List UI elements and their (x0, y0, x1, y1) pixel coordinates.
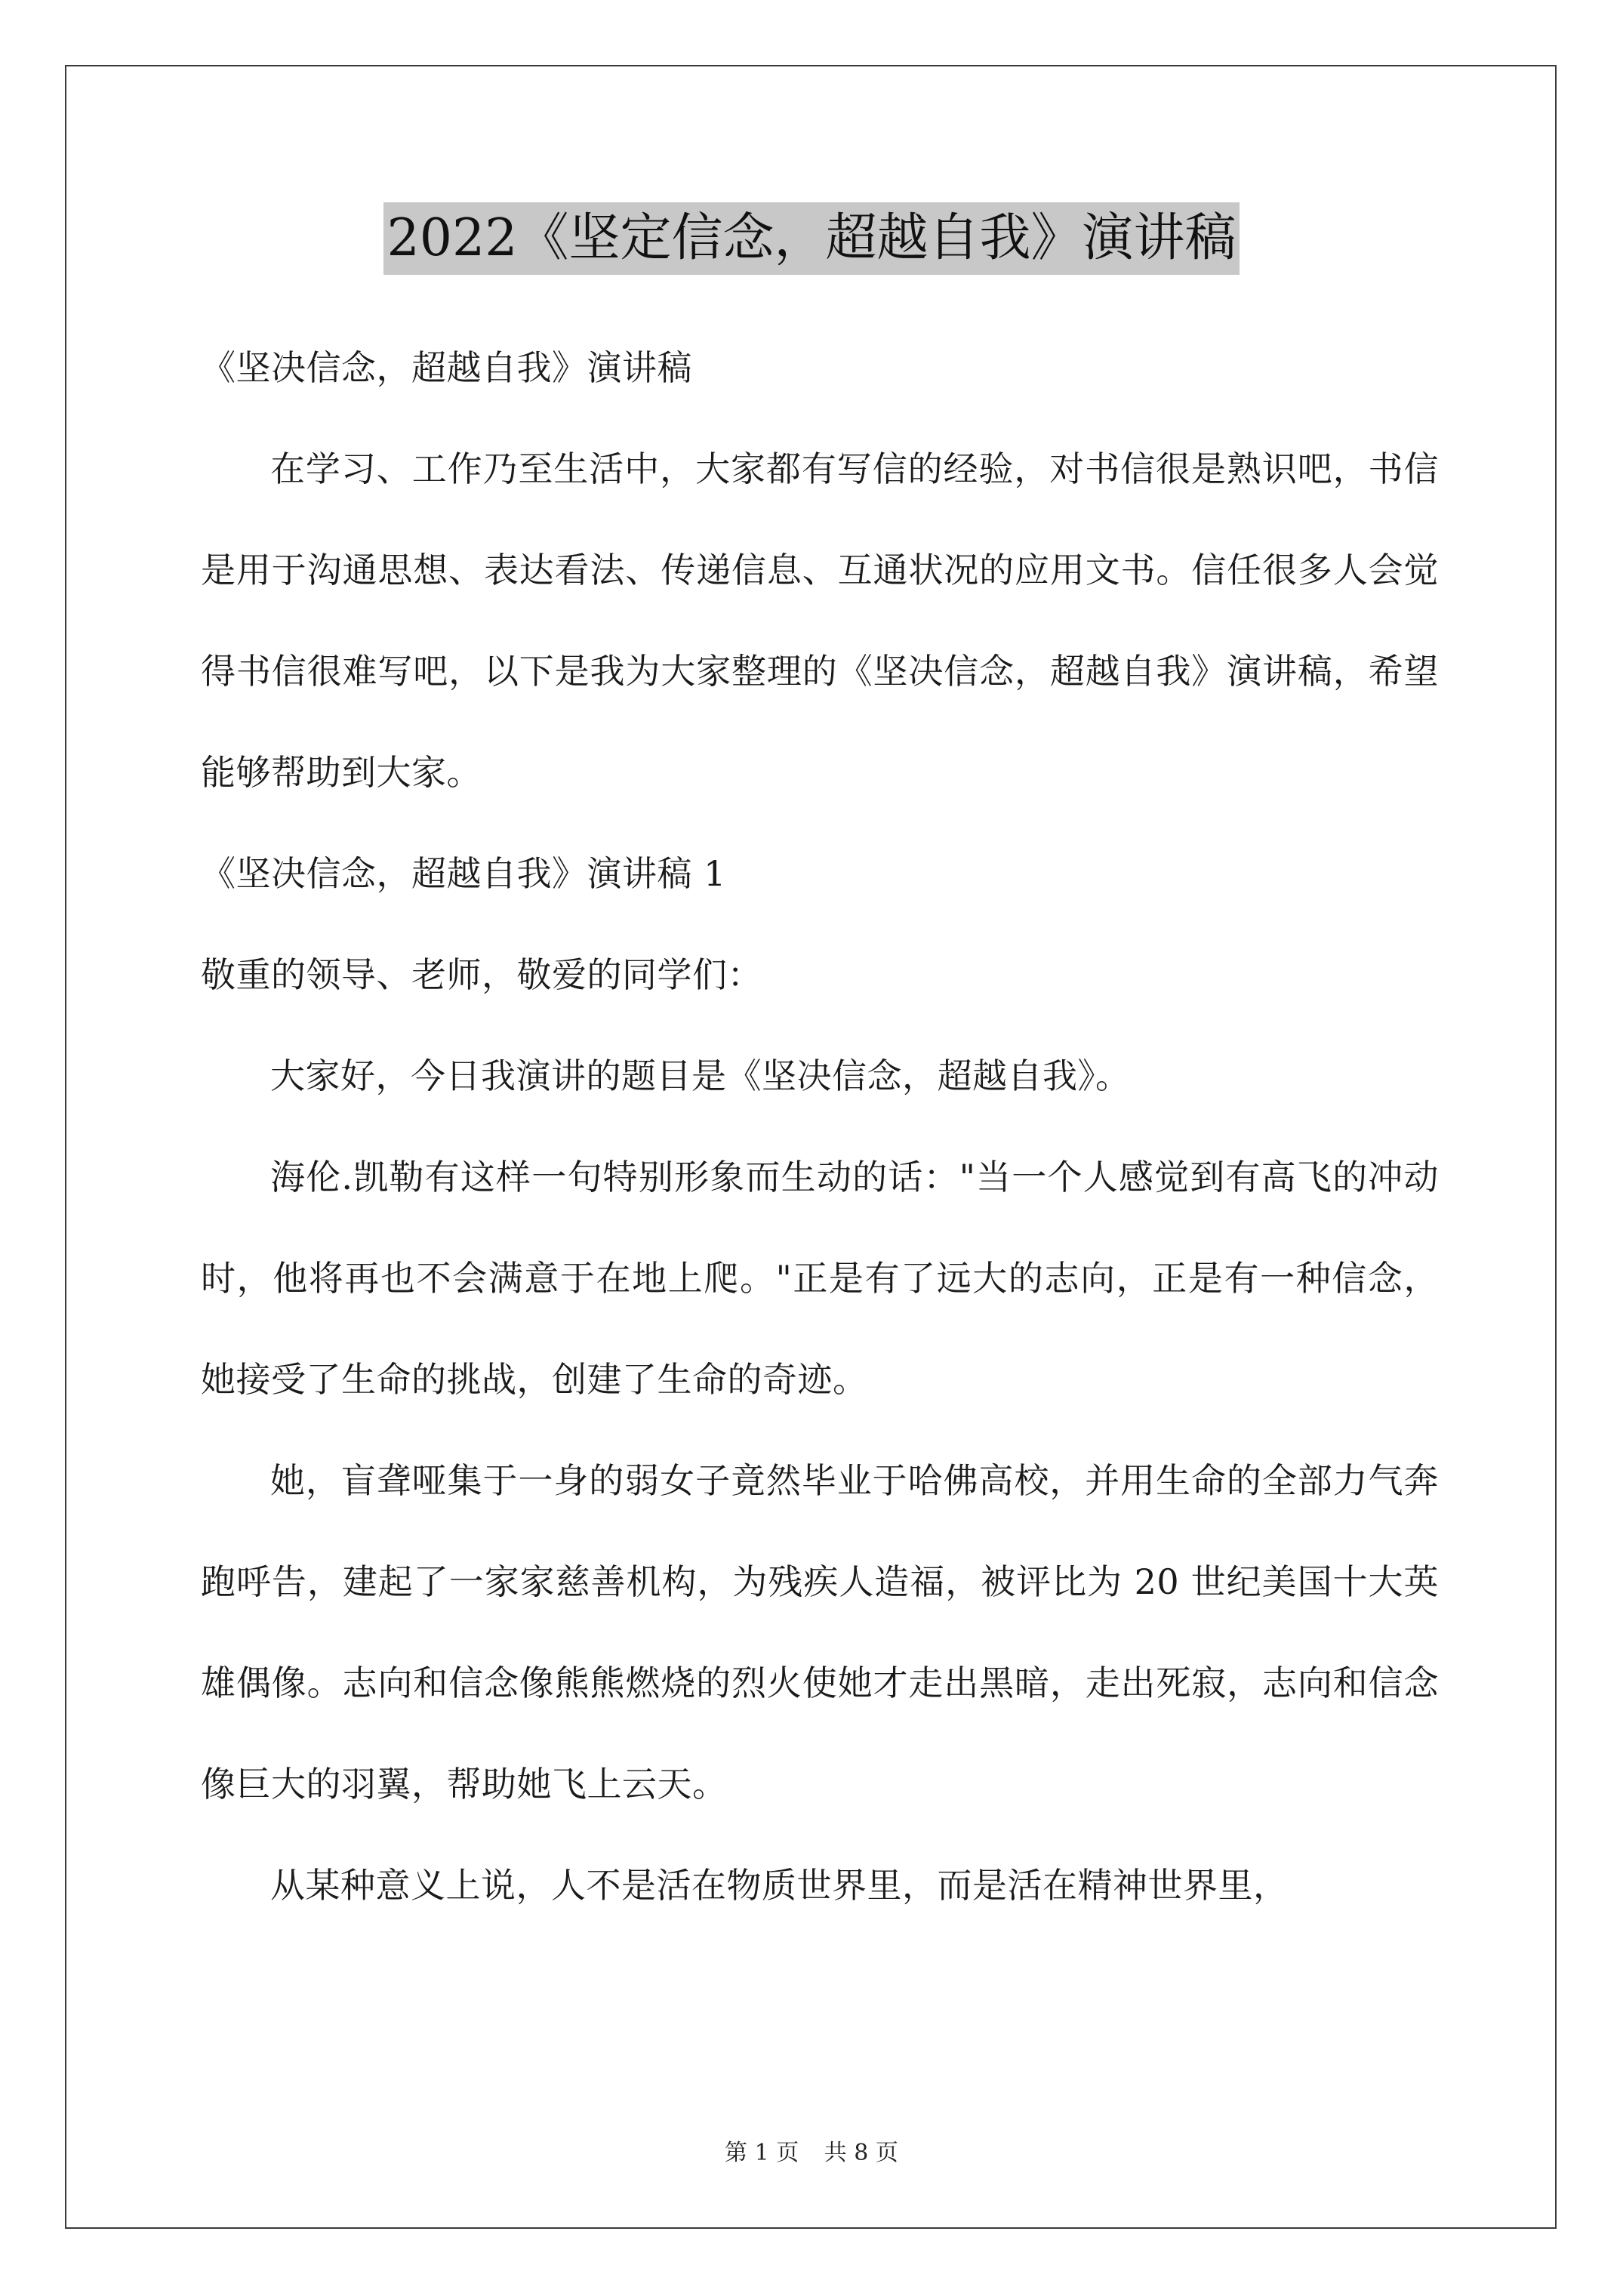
document-title: 2022《坚定信念，超越自我》演讲稿 (383, 202, 1239, 275)
paragraph-greeting: 大家好，今日我演讲的题目是《坚决信念，超越自我》。 (270, 1056, 1131, 1096)
page-footer (0, 2134, 1623, 2167)
paragraph-salutation: 敬重的领导、老师，敬爱的同学们： (201, 954, 762, 995)
paragraph-her-story: 她，盲聋哑集于一身的弱女子竟然毕业于哈佛高校，并用生命的全部力气奔跑呼告，建起了一家家慈善机构，为残疾人造福，被评比为 20 世纪美国十大英雄偶像。志向和信念像熊熊燃烧的烈火使她才走出黑暗，走出死寂，志向和信念像巨大的羽翼，帮助她飞上云天。 (201, 1460, 1439, 1804)
title-wrapper (0, 202, 1623, 275)
paragraph-helen-keller-quote: 海伦.凯勒有这样一句特别形象而生动的话："当一个人感觉到有高飞的冲动时，他将再也不会满意于在地上爬。"正是有了远大的志向，正是有一种信念，她接受了生命的挑战，创建了生命的奇迹。 (201, 1157, 1439, 1400)
page-number-current: 第 1 页 (725, 2140, 799, 2166)
page-number-total: 共 8 页 (824, 2140, 898, 2166)
paragraph-subtitle: 《坚决信念，超越自我》演讲稿 (201, 347, 692, 388)
document-body (201, 317, 1439, 1936)
paragraph-intro: 在学习、工作乃至生活中，大家都有写信的经验，对书信很是熟识吧，书信是用于沟通思想、表达看法、传递信息、互通状况的应用文书。信任很多人会觉得书信很难写吧，以下是我为大家整理的《坚决信念，超越自我》演讲稿，希望能够帮助到大家。 (201, 448, 1439, 793)
paragraph-section-heading: 《坚决信念，超越自我》演讲稿 1 (201, 853, 726, 894)
paragraph-spiritual-world: 从某种意义上说，人不是活在物质世界里，而是活在精神世界里， (270, 1865, 1289, 1906)
